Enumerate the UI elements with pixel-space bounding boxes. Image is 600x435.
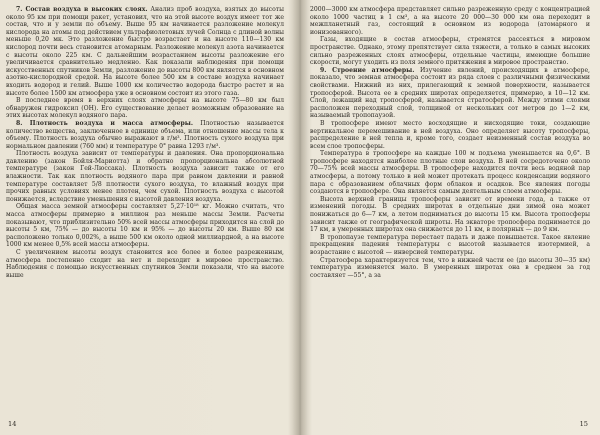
left-page bbox=[6, 6, 284, 428]
paragraph-text: В тропосфере имеют место восходящие и нисходящие токи, создающие вертикальное перемешивание в ней воздуха. Оно определяет высоту тропосферы, распределение в ней тепла и, кроме того, создает неизменный состав воздуха во всем слое тропосферы. bbox=[310, 119, 590, 150]
paragraph-text: Стратосфера характеризуется тем, что в нижней части ее (до высоты 30—35 км) температура изменяется мало. В умеренных широтах она в среднем за год составляет —55°, а за bbox=[310, 256, 590, 279]
paragraph bbox=[6, 203, 284, 249]
paragraph-text: В последнее время в верхних слоях атмосферы на высоте 75—80 км был обнаружен гидроксил (ОН). Его существование делает возможным образование на этих высотах молекул водяного пара. bbox=[6, 97, 284, 120]
paragraph-text: Изучение явлений, происходящих в атмосфере, показало, что земная атмосфера состоит из ряда слоев с различными физическими свойствами. Нижний из них, прилегающий к земной поверхности, называется тропосферой. Высота ее в средних широтах определяется, примерно, в 10—12 км. Слой, лежащий над тропосферой, называется стратосферой. Между этими слоями расположен переходный слой, толщиной от нескольких сот метров до 1—2 км, называемый тропопаузой. bbox=[310, 66, 590, 120]
paragraph bbox=[6, 97, 284, 120]
paragraph bbox=[310, 196, 590, 234]
paragraph bbox=[6, 6, 284, 97]
paragraph bbox=[310, 67, 590, 120]
left-page-text bbox=[6, 6, 284, 414]
paragraph-text: Температура в тропосфере на каждые 100 м подъема уменьшается на 0,6°. В тропосфере находятся наиболее плотные слои воздуха. В ней сосредоточено около 70—75% всей массы атмосферы. В тропосфере находится почти весь водяной пар атмосферы, а потому только в ней может протекать процесс конденсации водяного пара с образованием облачных форм облаков и осадков. Все явления погоды создаются в тропосфере. Она является самым деятельным слоем атмосферы. bbox=[310, 150, 590, 196]
page-number-left: 14 bbox=[8, 420, 17, 428]
paragraph-text: Анализ проб воздуха, взятых до высоты около 95 км при помощи ракет, установил, что на этой высоте воздух имеет тот же состав, что и у земли по объему. Выше 95 км начинается разложение молекул кислорода на атомы под действием ультрафиолетовых лучей Солнца с длиной волны меньше 0,20 мк. Это разложение быстро возрастает и на высоте 110—130 км кислород почти весь становится атомарным. Разложение молекул азота начинается с высоты около 225 км. С дальнейшим возрастанием высоты разложение его увеличивается сравнительно медленно. Как показали наблюдения при помощи искусственных спутников Земли, разложение до высоты 800 км является в основном азотно-кислородной средой. На высоте более 500 км в составе воздуха начинает входить водород и гелий. Выше 1000 км количество водорода быстро растет и на высоте более 1500 км атмосфера уже в основном состоит из этого газа. bbox=[6, 6, 284, 97]
paragraph bbox=[310, 6, 590, 36]
paragraph-text: Высота верхней границы тропосферы зависит от времени года, а также от изменений погоды. В средних широтах в отдельные дни зимой она может понижаться до 6—7 км, а летом подниматься до высоты 15 км. Высота тропосферы зависит также от географической широты. На экваторе тропосфера поднимается до 17 км, в умеренных широтах она снижается до 11 км, в полярных — до 9 км. bbox=[310, 195, 590, 234]
paragraph bbox=[310, 150, 590, 196]
paragraph-text: Общая масса земной атмосферы составляет 5,27·10¹⁸ кг. Можно считать, что масса атмосферы примерно в миллион раз меньше массы Земли. Расчеты показывают, что приблизительно 50% всей массы атмосферы приходится на слой до высоты 5 км, 75% — до высоты 10 км и 95% — до высоты 20 км. Выше 80 км расположено только 0,002%, а выше 500 км около одной миллиардной, а на высоте 1000 км менее 0,5% всей массы атмосферы. bbox=[6, 203, 284, 249]
section-heading: 9. Строение атмосферы. bbox=[320, 66, 415, 74]
gutter bbox=[292, 0, 308, 435]
paragraph-text: С увеличением высоты воздух становится все более и более разреженным, атмосфера постепенно сходит на нет и переходит в мировое пространство. Наблюдения с помощью искусственных спутников Земли показали, что на высоте выше bbox=[6, 249, 284, 279]
paragraph bbox=[6, 150, 284, 203]
right-page bbox=[310, 6, 590, 428]
paragraph bbox=[310, 120, 590, 150]
paragraph-text: Плотностью называется количество вещества, заключенное в единице объема, или отношение массы тела к объему. Плотность воздуха обычно выражают в г/м³. Плотность сухого воздуха при нормальном давлении (760 мм) и температуре 0° равна 1293 г/м³. bbox=[6, 119, 284, 150]
section-heading: 8. Плотность воздуха и масса атмосферы. bbox=[16, 119, 193, 127]
paragraph-text: 2000—3000 км атмосфера представляет сильно разреженную среду с концентрацией около 1000 частиц в 1 см³, а на высоте 20 000—30 000 км она переходит в межпланетный газ, состоящий в основном из водорода (атомарного и ионизованного). bbox=[310, 6, 590, 36]
page-number-right: 15 bbox=[579, 420, 588, 428]
paragraph-text: В тропопаузе температура перестает падать и даже повышается. Такое явление прекращения падения температуры с высотой называется изотермией, а возрастание с высотой — инверсией температуры. bbox=[310, 233, 590, 256]
paragraph bbox=[310, 234, 590, 257]
paragraph-text: Плотность воздуха зависит от температуры и давления. Она пропорциональна давлению (закон Бойля-Мариотта) и обратно пропорциональна абсолютной температуре (закон Гей-Люссака). Плотность воздуха зависит также от его влажности. Так как плотность водяного пара при равном давлении и равной температуре составляет 5/8 плотности сухого воздуха, то влажный воздух при прочих равных условиях менее плотен, чем сухой. Плотность воздуха с высотой понижается, вследствие уменьшения с высотой давления воздуха. bbox=[6, 150, 284, 203]
section-heading: 7. Состав воздуха в высоких слоях. bbox=[16, 6, 148, 13]
paragraph bbox=[310, 257, 590, 280]
right-page-text bbox=[310, 6, 590, 414]
paragraph-text: Газы, входящие в состав атмосферы, стремятся рассеяться в мировом пространстве. Однако, этому препятствует сила тяжести, а только в самых высоких сильно разреженных слоях атмосферы, отдельные частицы, имеющие большие скорости, могут уходить из поля земного притяжения в мировое пространство. bbox=[310, 36, 590, 67]
paragraph bbox=[6, 120, 284, 150]
paragraph bbox=[6, 249, 284, 279]
paragraph bbox=[310, 36, 590, 66]
